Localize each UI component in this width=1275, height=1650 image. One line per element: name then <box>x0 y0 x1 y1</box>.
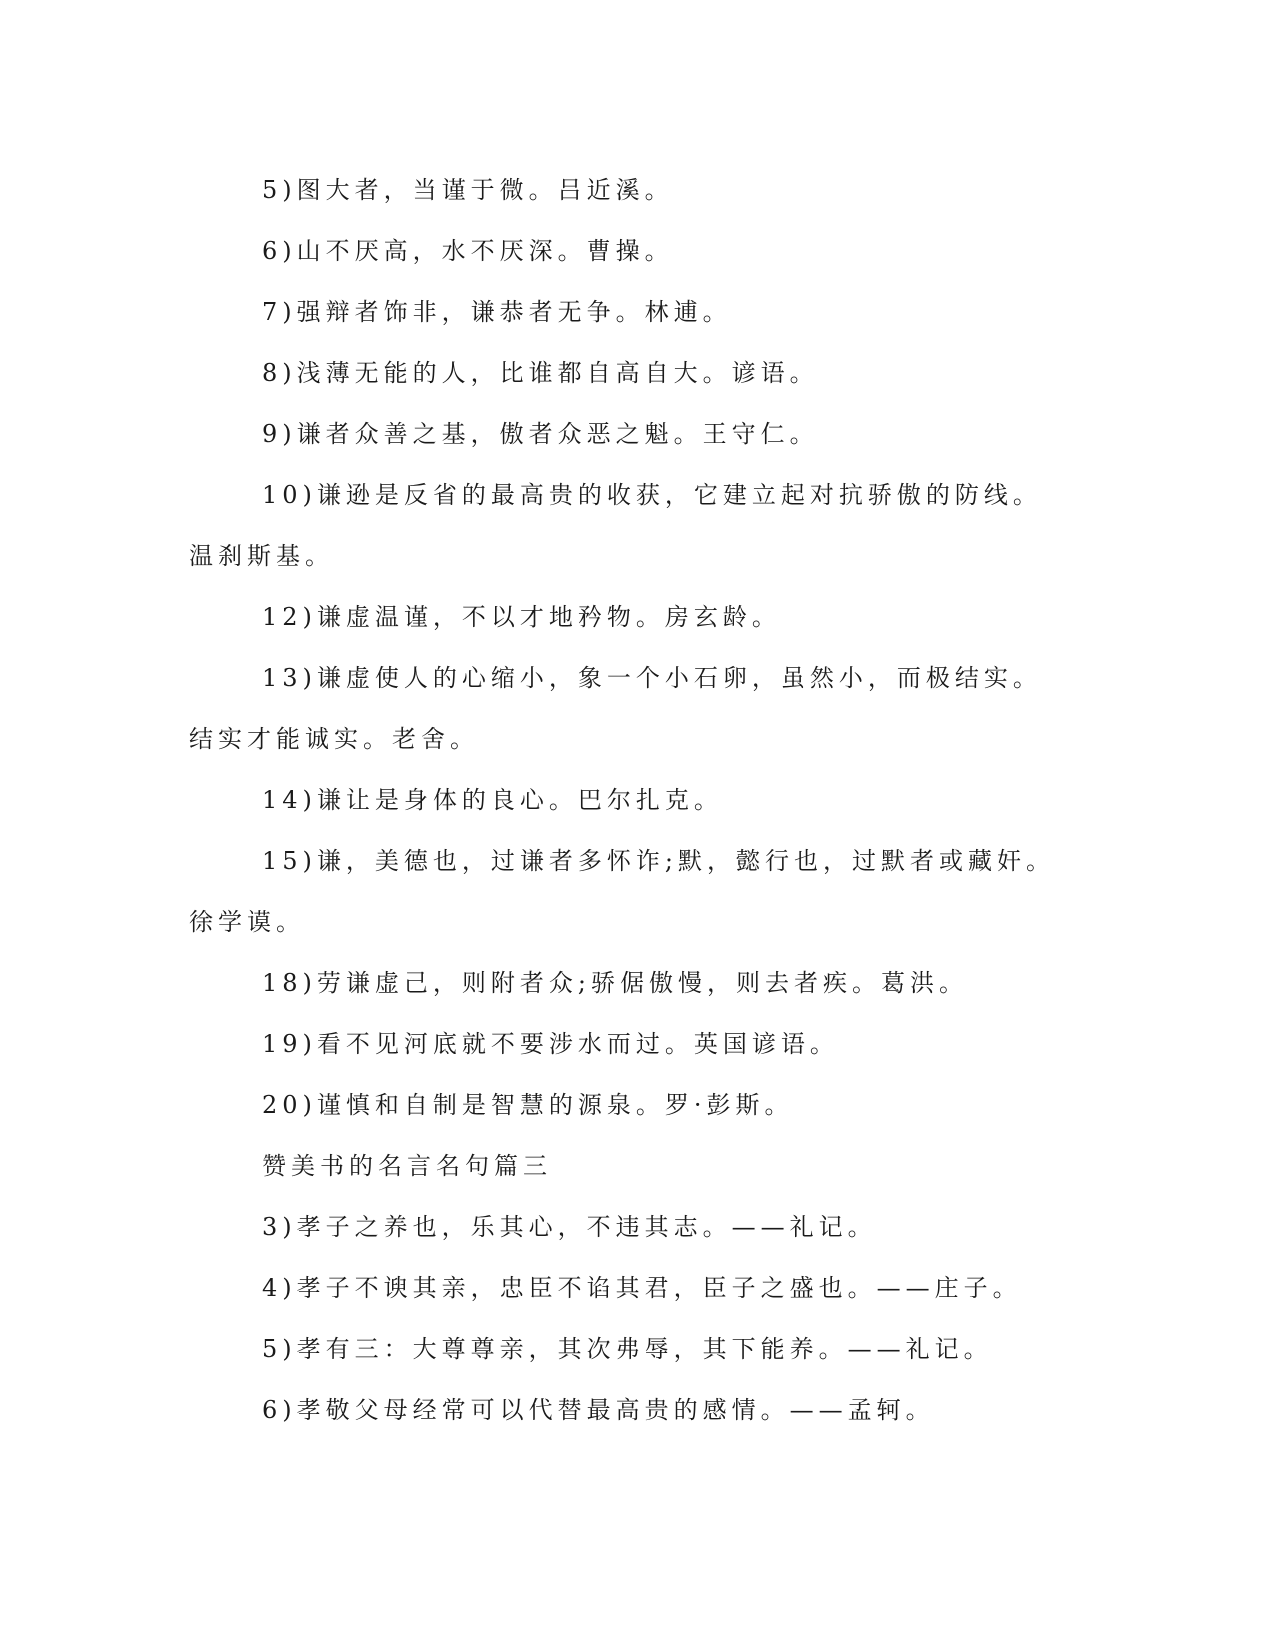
quote-paragraph: 5)图大者，当谨于微。吕近溪。 <box>262 176 674 204</box>
quote-paragraph: 7)强辩者饰非，谦恭者无争。林逋。 <box>262 298 732 326</box>
quote-paragraph: 10)谦逊是反省的最高贵的收获，它建立起对抗骄傲的防线。温刹斯基。 <box>189 481 1042 570</box>
quote-paragraph: 4)孝子不谀其亲，忠臣不谄其君，臣子之盛也。——庄子。 <box>262 1274 1022 1302</box>
quote-paragraph: 19)看不见河底就不要涉水而过。英国谚语。 <box>262 1030 839 1058</box>
quote-paragraph: 15)谦，美德也，过谦者多怀诈;默，懿行也，过默者或藏奸。徐学谟。 <box>189 847 1055 936</box>
quote-paragraph: 14)谦让是身体的良心。巴尔扎克。 <box>262 786 723 814</box>
quote-paragraph: 9)谦者众善之基，傲者众恶之魁。王守仁。 <box>262 420 819 448</box>
section-heading: 赞美书的名言名句篇三 <box>262 1152 552 1180</box>
document-body <box>189 160 1069 1441</box>
quote-paragraph: 13)谦虚使人的心缩小，象一个小石卵，虽然小，而极结实。结实才能诚实。老舍。 <box>189 664 1042 753</box>
quote-paragraph: 3)孝子之养也，乐其心，不违其志。——礼记。 <box>262 1213 877 1241</box>
quote-paragraph: 20)谨慎和自制是智慧的源泉。罗·彭斯。 <box>262 1091 794 1119</box>
quote-paragraph: 18)劳谦虚己，则附者众;骄倨傲慢，则去者疾。葛洪。 <box>262 969 968 997</box>
quote-paragraph: 6)山不厌高，水不厌深。曹操。 <box>262 237 674 265</box>
quote-paragraph: 6)孝敬父母经常可以代替最高贵的感情。——孟轲。 <box>262 1396 935 1424</box>
quote-paragraph: 12)谦虚温谨，不以才地矜物。房玄龄。 <box>262 603 781 631</box>
quote-paragraph: 5)孝有三：大尊尊亲，其次弗辱，其下能养。——礼记。 <box>262 1335 993 1363</box>
quote-paragraph: 8)浅薄无能的人，比谁都自高自大。谚语。 <box>262 359 819 387</box>
